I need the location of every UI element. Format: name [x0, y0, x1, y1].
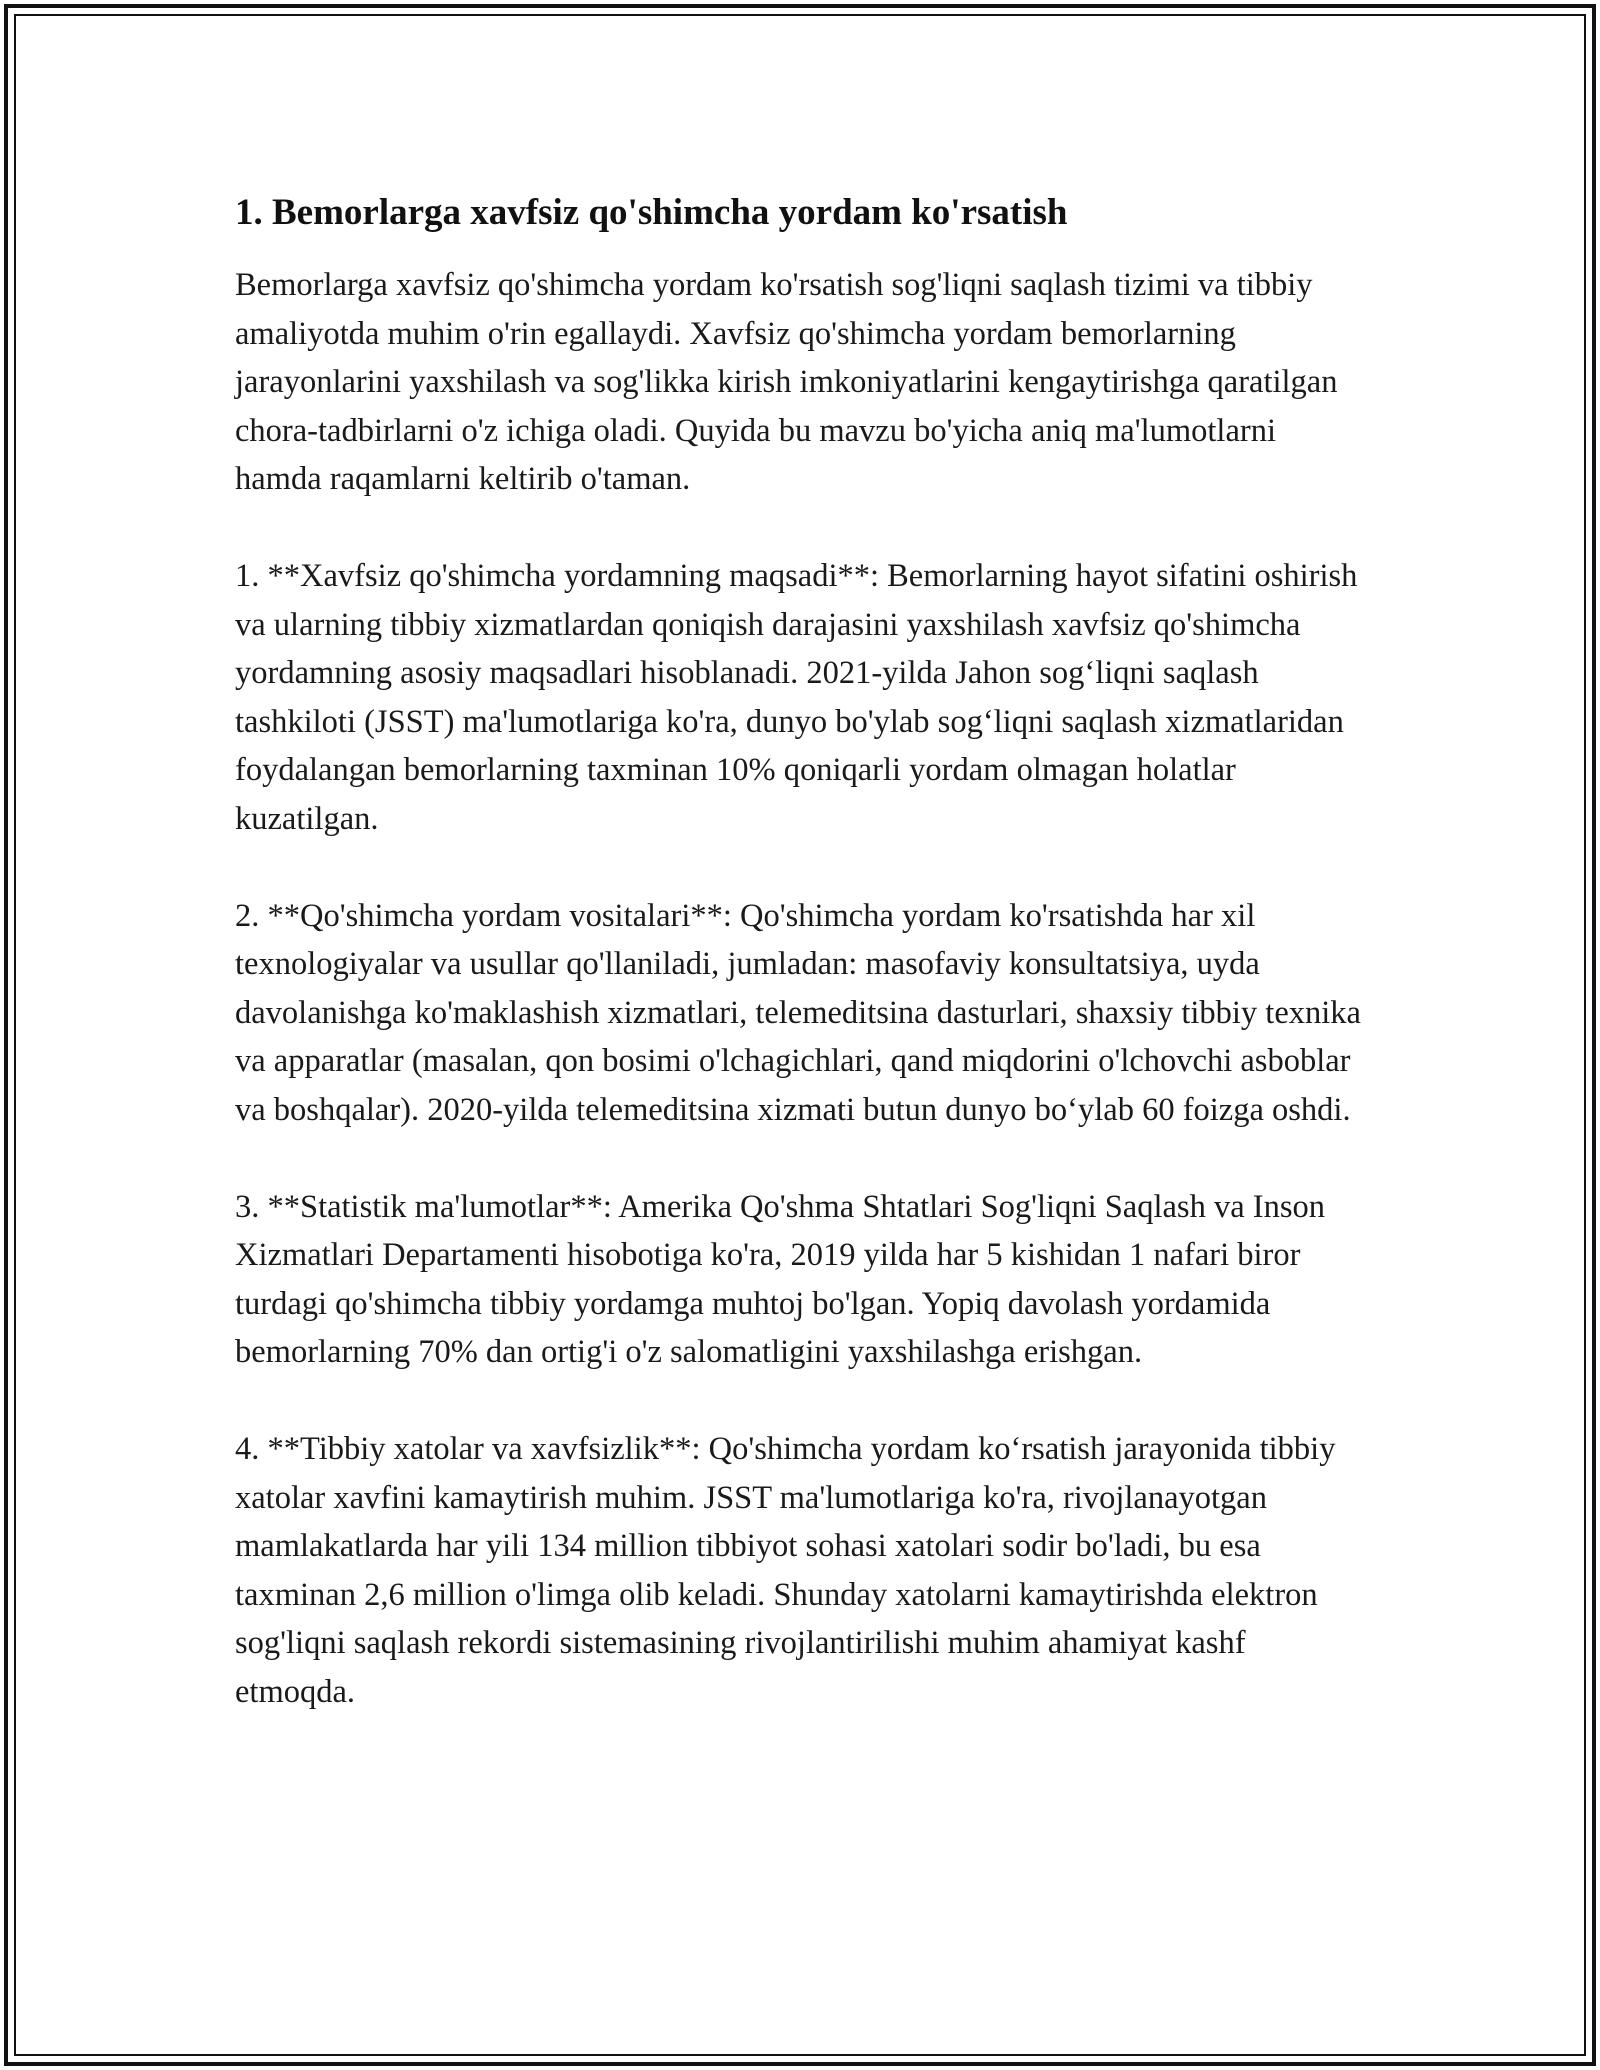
paragraph-statistics: 3. **Statistik ma'lumotlar**: Amerika Qo'shma Shtatlari Sog'liqni Saqlash va Inson Xizmatlari Departamenti hisobotiga ko'ra, 2019 yilda har 5 kishidan 1 nafari biror turdagi qo'shimcha tibbiy yordamga muhtoj bo'lgan. Yopiq davolash yordamida bemorlarning 70% dan ortig'i o'z salomatligini yaxshilashga erishgan. [235, 1188, 1325, 1370]
document-body [235, 185, 1365, 1716]
paragraph-goal: 1. **Xavfsiz qo'shimcha yordamning maqsadi**: Bemorlarning hayot sifatini oshirish va ularning tibbiy xizmatlardan qoniqish darajasini yaxshilash xavfsiz qo'shimcha yordamning asosiy maqsadlari hisoblanadi. 2021-yilda Jahon sog‘liqni saqlash tashkiloti (JSST) ma'lumotlariga ko'ra, dunyo bo'ylab sog‘liqni saqlash xizmatlaridan foydalangan bemorlarning taxminan 10% qoniqarli yordam olmagan holatlar kuzatilgan. [235, 558, 1358, 837]
paragraph-tools: 2. **Qo'shimcha yordam vositalari**: Qo'shimcha yordam ko'rsatishda har xil texnologiyalar va usullar qo'llaniladi, jumladan: masofaviy konsultatsiya, uyda davolanishga ko'maklashish xizmatlari, telemeditsina dasturlari, shaxsiy tibbiy texnika va apparatlar (masalan, qon bosimi o'lchagichlari, qand miqdorini o'lchovchi asboblar va boshqalar). 2020-yilda telemeditsina xizmati butun dunyo bo‘ylab 60 foizga oshdi. [235, 897, 1361, 1128]
document-title: 1. Bemorlarga xavfsiz qo'shimcha yordam ko'rsatish [235, 192, 1068, 233]
paragraph-errors-safety: 4. **Tibbiy xatolar va xavfsizlik**: Qo'shimcha yordam ko‘rsatish jarayonida tibbiy xatolar xavfini kamaytirish muhim. JSST ma'lumotlariga ko'ra, rivojlanayotgan mamlakatlarda har yili 134 million tibbiyot sohasi xatolari sodir bo'ladi, bu esa taxminan 2,6 million o'limga olib keladi. Shunday xatolarni kamaytirishda elektron sog'liqni saqlash rekordi sistemasining rivojlantirilishi muhim ahamiyat kashf etmoqda. [235, 1431, 1336, 1710]
intro-paragraph: Bemorlarga xavfsiz qo'shimcha yordam ko'rsatish sog'liqni saqlash tizimi va tibbiy amaliyotda muhim o'rin egallaydi. Xavfsiz qo'shimcha yordam bemorlarning jarayonlarini yaxshilash va sog'likka kirish imkoniyatlarini kengaytirishga qaratilgan chora-tadbirlarni o'z ichiga oladi. Quyida bu mavzu bo'yicha aniq ma'lumotlarni hamda raqamlarni keltirib o'taman. [235, 267, 1338, 497]
